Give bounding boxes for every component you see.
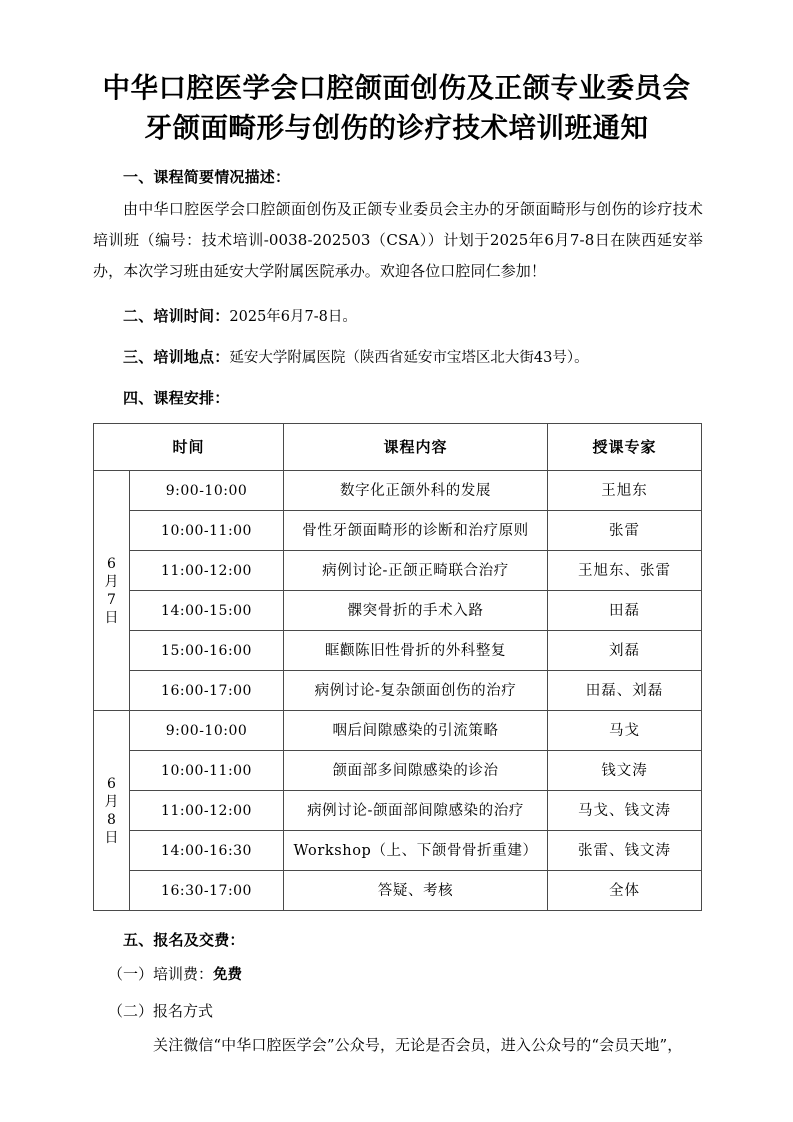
fee-label: （一）培训费： (108, 965, 214, 983)
registration-method-text: 关注微信“中华口腔医学会”公众号，无论是否会员，进入公众号的“会员天地”， (153, 1036, 683, 1054)
column-header-time: 时间 (94, 424, 284, 471)
day-label-char: 月 (104, 573, 119, 590)
cell-expert: 田磊 (548, 591, 702, 631)
column-header-expert: 授课专家 (548, 424, 702, 471)
schedule-table-wrapper (93, 409, 703, 911)
table-row (94, 751, 702, 791)
cell-time: 14:00-15:00 (130, 591, 284, 631)
page-title (0, 0, 793, 148)
table-row (94, 671, 702, 711)
table-row (94, 551, 702, 591)
location-heading-label: 三、培训地点： (123, 348, 230, 366)
cell-topic: Workshop（上、下颌骨骨折重建） (284, 831, 548, 871)
cell-topic: 答疑、考核 (284, 871, 548, 911)
section-heading-overview: 一、课程简要情况描述： (123, 168, 291, 186)
table-row (94, 591, 702, 631)
cell-expert: 张雷、钱文涛 (548, 831, 702, 871)
cell-expert: 田磊、刘磊 (548, 671, 702, 711)
time-heading-label: 二、培训时间： (123, 307, 230, 325)
location-value: 延安大学附属医院（陕西省延安市宝塔区北大街43号）。 (229, 350, 589, 366)
cell-expert: 马戈、钱文涛 (548, 791, 702, 831)
column-header-topic: 课程内容 (284, 424, 548, 471)
cell-time: 16:30-17:00 (130, 871, 284, 911)
cell-expert: 王旭东、张雷 (548, 551, 702, 591)
cell-topic: 数字化正颌外科的发展 (284, 471, 548, 511)
cell-topic: 病例讨论-正颌正畸联合治疗 (284, 551, 548, 591)
cell-time: 11:00-12:00 (130, 551, 284, 591)
overview-paragraph: 由中华口腔医学会口腔颌面创伤及正颌专业委员会主办的牙颌面畸形与创伤的诊疗技术培训班（编号：技术培训-0038-202503（CSA））计划于2025年6月7-8日在陕西延安举办，本次学习班由延安大学附属医院承办。欢迎各位口腔同仁参加！ (93, 200, 703, 280)
time-value: 2025年6月7-8日。 (229, 309, 357, 325)
cell-time: 11:00-12:00 (130, 791, 284, 831)
day-label-char: 日 (104, 609, 119, 626)
cell-time: 10:00-11:00 (130, 511, 284, 551)
fee-value: 免费 (213, 967, 243, 983)
cell-expert: 王旭东 (548, 471, 702, 511)
schedule-table-head (94, 424, 702, 471)
section-heading-time (93, 305, 703, 328)
cell-time: 9:00-10:00 (130, 711, 284, 751)
section-heading-schedule: 四、课程安排： (123, 389, 230, 407)
cell-topic: 眶颧陈旧性骨折的外科整复 (284, 631, 548, 671)
cell-expert: 马戈 (548, 711, 702, 751)
table-row (94, 511, 702, 551)
section-heading-location (93, 346, 703, 369)
schedule-table-body (94, 471, 702, 911)
cell-topic: 病例讨论-颌面部间隙感染的治疗 (284, 791, 548, 831)
schedule-table (93, 423, 702, 911)
cell-topic: 咽后间隙感染的引流策略 (284, 711, 548, 751)
table-row (94, 791, 702, 831)
document-body (0, 166, 793, 1061)
day-label-char: 月 (104, 793, 119, 810)
table-header-row (94, 424, 702, 471)
day-label-cell (94, 711, 130, 911)
cell-time: 16:00-17:00 (130, 671, 284, 711)
cell-expert: 张雷 (548, 511, 702, 551)
table-row (94, 831, 702, 871)
cell-expert: 钱文涛 (548, 751, 702, 791)
registration-method-item: （二）报名方式 (108, 1002, 214, 1020)
table-row (94, 471, 702, 511)
cell-expert: 全体 (548, 871, 702, 911)
cell-topic: 颌面部多间隙感染的诊治 (284, 751, 548, 791)
table-row (94, 711, 702, 751)
cell-time: 15:00-16:00 (130, 631, 284, 671)
cell-time: 9:00-10:00 (130, 471, 284, 511)
day-label-char: 日 (104, 829, 119, 846)
title-line-1: 中华口腔医学会口腔颌面创伤及正颌专业委员会 (102, 72, 691, 104)
day-label-cell (94, 471, 130, 711)
table-row (94, 871, 702, 911)
cell-topic: 病例讨论-复杂颌面创伤的治疗 (284, 671, 548, 711)
day-label-char: 6 (107, 555, 116, 572)
title-line-2: 牙颌面畸形与创伤的诊疗技术培训班通知 (144, 112, 649, 144)
section-heading-registration: 五、报名及交费： (123, 931, 245, 949)
registration-fee-item (93, 961, 703, 988)
day-label-char: 7 (107, 591, 116, 608)
cell-topic: 骨性牙颌面畸形的诊断和治疗原则 (284, 511, 548, 551)
cell-time: 10:00-11:00 (130, 751, 284, 791)
table-row (94, 631, 702, 671)
day-label-char: 8 (107, 811, 116, 828)
cell-expert: 刘磊 (548, 631, 702, 671)
day-label-char: 6 (107, 775, 116, 792)
cell-time: 14:00-16:30 (130, 831, 284, 871)
cell-topic: 髁突骨折的手术入路 (284, 591, 548, 631)
